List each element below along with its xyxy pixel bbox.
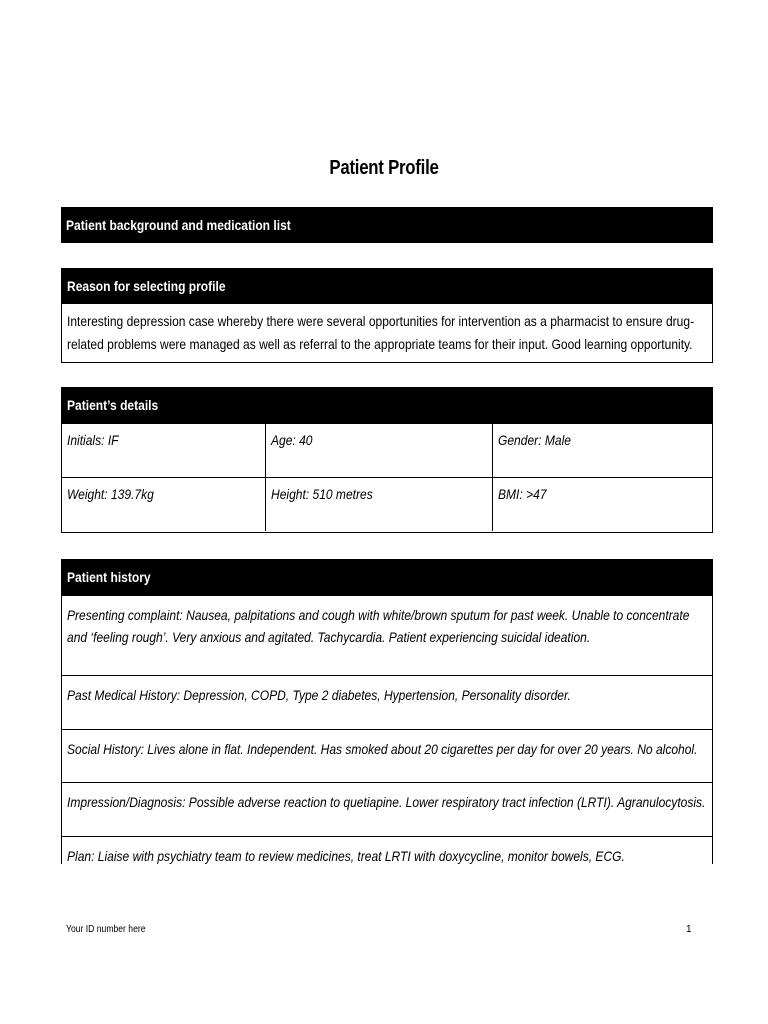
- past-medical-history-text: Past Medical History: Depression, COPD, Type 2 diabetes, Hypertension, Personality disorder.: [67, 687, 571, 703]
- background-section-header: [61, 207, 713, 243]
- initials-cell: [62, 424, 266, 477]
- history-header-label: Patient history: [67, 569, 151, 585]
- details-section: [61, 387, 713, 533]
- height-text: Height: 510 metres: [271, 486, 373, 502]
- history-section: [61, 559, 713, 864]
- footer-id-text: Your ID number here: [66, 924, 146, 935]
- height-cell: [266, 478, 493, 531]
- background-section: [61, 207, 713, 243]
- details-row-2: [62, 477, 712, 531]
- social-history-row: [62, 729, 712, 782]
- age-text: Age: 40: [271, 432, 313, 448]
- past-medical-history-row: [62, 675, 712, 729]
- social-history-text: Social History: Lives alone in flat. Independent. Has smoked about 20 cigarettes per day for over 20 years. No alcohol.: [67, 741, 698, 757]
- presenting-complaint-text: Presenting complaint: Nausea, palpitations and cough with white/brown sputum for past week. Unable to concentrate and ‘feeling rough’. Very anxious and agitated. Tachycardia. Patient experiencing suicidal ideation.: [67, 607, 690, 645]
- background-header-label: Patient background and medication list: [66, 217, 291, 233]
- details-header-label: Patient’s details: [67, 397, 159, 413]
- reason-section: [61, 268, 713, 363]
- plan-text: Plan: Liaise with psychiatry team to review medicines, treat LRTI with doxycycline, monitor bowels, ECG.: [67, 848, 625, 864]
- reason-section-header: [62, 268, 712, 304]
- gender-cell: [493, 424, 712, 477]
- reason-text-container: [62, 304, 712, 360]
- gender-text: Gender: Male: [498, 432, 571, 448]
- plan-row: [62, 836, 712, 864]
- reason-header-label: Reason for selecting profile: [67, 278, 226, 294]
- impression-diagnosis-row: [62, 782, 712, 836]
- presenting-complaint-row: [62, 595, 712, 675]
- age-cell: [266, 424, 493, 477]
- footer-page-number: 1: [686, 924, 692, 935]
- details-section-header: [62, 387, 712, 423]
- details-row-1: [62, 423, 712, 477]
- page-title: Patient Profile: [329, 157, 439, 179]
- bmi-cell: [493, 478, 712, 531]
- initials-text: Initials: IF: [67, 432, 119, 448]
- reason-text: Interesting depression case whereby there were several opportunities for intervention as a pharmacist to ensure drug-related problems were managed as well as referral to the appropriate teams for their input. Good learning opportunity.: [67, 313, 695, 352]
- history-section-header: [62, 559, 712, 595]
- bmi-text: BMI: >47: [498, 486, 547, 502]
- impression-diagnosis-text: Impression/Diagnosis: Possible adverse reaction to quetiapine. Lower respiratory tract infection (LRTI). Agranulocytosis.: [67, 794, 706, 810]
- weight-cell: [62, 478, 266, 531]
- weight-text: Weight: 139.7kg: [67, 486, 154, 502]
